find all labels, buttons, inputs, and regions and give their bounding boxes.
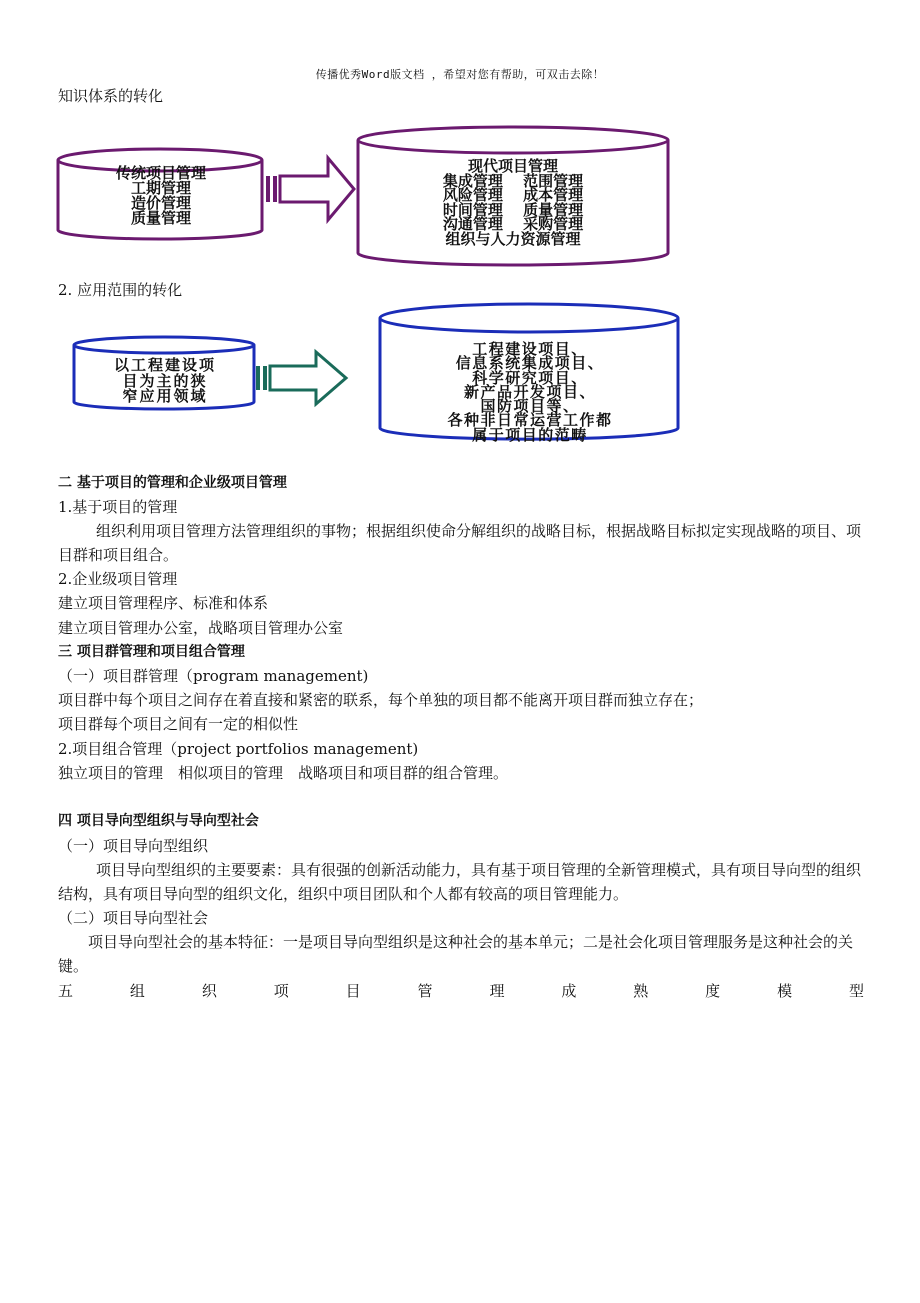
- header-note: 传播优秀Word版文档 ，希望对您有帮助，可双击去除！: [315, 68, 605, 81]
- right-item: 各种非日常运营工作都: [447, 411, 613, 430]
- heading-5-char: 五: [58, 982, 74, 1000]
- right-item: 现代项目管理: [467, 157, 558, 175]
- transform-arrow: [266, 158, 354, 220]
- subheading: （一）项目群管理（program management): [58, 667, 369, 685]
- subheading: 1.基于项目的管理: [58, 498, 178, 516]
- heading-5-char: 型: [848, 982, 864, 1000]
- heading-5-char: 项: [273, 982, 289, 1000]
- heading-5-char: 模: [777, 982, 793, 1000]
- text-line: 建立项目管理办公室，战略项目管理办公室: [58, 619, 344, 637]
- left-item: 以工程建设项: [113, 356, 216, 374]
- right-item: 集成管理 范围管理: [442, 171, 584, 190]
- scope-arrow: [256, 352, 346, 404]
- right-item: 风险管理 成本管理: [442, 186, 584, 204]
- left-item: 质量管理: [130, 209, 191, 227]
- heading-3: 三 项目群管理和项目组合管理: [58, 644, 245, 660]
- paragraph: 组织利用项目管理方法管理组织的事物；根据组织使命分解组织的战略目标，根据战略目标拟定实现战略的项目、项目群和项目组合。: [58, 522, 862, 564]
- right-item: 工程建设项目、: [472, 340, 588, 358]
- text-line: 独立项目的管理 相似项目的管理 战略项目和项目群的组合管理。: [58, 764, 509, 782]
- left-item: 传统项目管理: [115, 164, 206, 182]
- right-item: 信息系统集成项目、: [455, 354, 605, 373]
- heading-5-char: 管: [417, 982, 433, 1000]
- paragraph: 项目导向型组织的主要要素：具有很强的创新活动能力，具有基于项目管理的全新管理模式，具有项目导向型的组织结构，具有项目导向型的组织文化，组织中项目团队和个人都有较高的项目管理能力。: [58, 861, 862, 903]
- right-item: 国防项目等、: [480, 397, 580, 416]
- heading-5-char: 熟: [633, 982, 649, 1000]
- right-item: 组织与人力资源管理: [445, 229, 581, 248]
- subheading: 2.企业级项目管理: [58, 570, 178, 588]
- subheading: （二）项目导向型社会: [58, 909, 209, 927]
- left-item: 窄应用领域: [122, 387, 208, 405]
- text-line: 项目群每个项目之间有一定的相似性: [58, 715, 299, 733]
- heading-4: 四 项目导向型组织与导向型社会: [58, 813, 259, 829]
- right-item: 属于项目的范畴: [472, 425, 588, 444]
- section-title-scope: 2. 应用范围的转化: [58, 281, 183, 299]
- heading-5-justified: [58, 981, 864, 1001]
- left-item: 工期管理: [130, 179, 191, 197]
- heading-5-char: 度: [705, 982, 721, 1000]
- section-title-knowledge: 知识体系的转化: [58, 87, 164, 105]
- right-item: 时间管理 质量管理: [442, 200, 584, 219]
- subheading: 2.项目组合管理（project portfolios management): [58, 740, 419, 758]
- right-item: 新产品开发项目、: [463, 382, 596, 401]
- heading-5-char: 织: [201, 982, 217, 1000]
- text-line: 项目群中每个项目之间存在着直接和紧密的联系，每个单独的项目都不能离开项目群而独立存在；: [58, 691, 704, 709]
- right-item: 科学研究项目、: [472, 368, 588, 387]
- heading-5-char: 组: [129, 982, 145, 1000]
- heading-5-char: 理: [489, 982, 505, 1000]
- left-item: 目为主的狭: [122, 371, 208, 390]
- heading-2: 二 基于项目的管理和企业级项目管理: [58, 475, 287, 491]
- text-line: 建立项目管理程序、标准和体系: [58, 594, 269, 612]
- heading-5-char: 成: [561, 982, 577, 1000]
- heading-5-char: 目: [345, 982, 361, 1000]
- subheading: （一）项目导向型组织: [58, 837, 209, 855]
- paragraph: 项目导向型社会的基本特征：一是项目导向型组织是这种社会的基本单元；二是社会化项目管理服务是这种社会的关键。: [58, 933, 854, 975]
- right-item: 沟通管理 采购管理: [442, 215, 584, 233]
- left-item: 造价管理: [130, 194, 191, 212]
